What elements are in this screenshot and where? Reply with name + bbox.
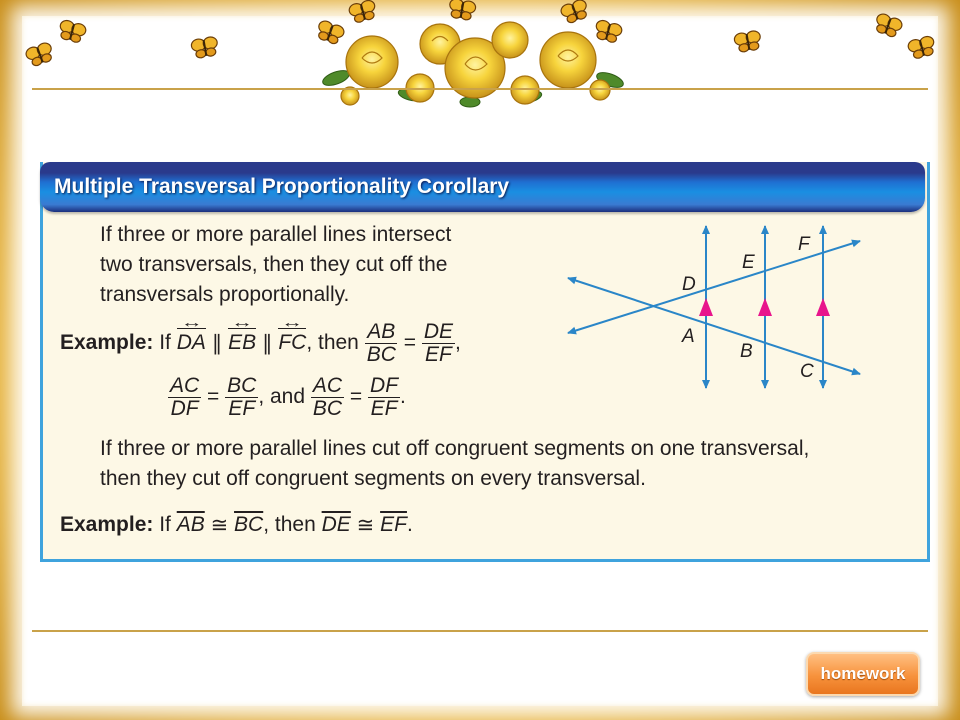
butterfly-icon <box>348 0 378 24</box>
homework-button[interactable]: homework <box>806 652 920 696</box>
fraction-df-ef <box>368 375 400 420</box>
flower-decoration <box>0 0 960 120</box>
numerator: AC <box>170 373 200 397</box>
theorem2-line-1: If three or more parallel lines cut off congruent segments on one transversal, <box>100 437 810 460</box>
and-word: , and <box>258 385 306 408</box>
numerator: DE <box>423 319 454 343</box>
slide-title: Multiple Transversal Proportionality Corollary <box>54 175 510 198</box>
segment-bc: $\overline{BC}$ <box>234 513 264 536</box>
numerator: AB <box>367 319 396 343</box>
then-word: , then <box>263 513 316 536</box>
fraction-ac-df <box>168 375 201 420</box>
denominator: DF <box>170 396 199 420</box>
theorem-line-2: two transversals, then they cut off the <box>100 253 448 276</box>
butterfly-icon <box>57 19 87 44</box>
butterfly-icon <box>733 30 762 53</box>
equals-sign: = <box>207 385 220 408</box>
then-word: , then <box>306 331 359 354</box>
point-label-b: B <box>740 341 753 362</box>
butterfly-icon <box>315 19 346 46</box>
period: . <box>406 513 413 536</box>
parallel-symbol: ∥ <box>211 331 223 355</box>
bottom-divider <box>32 630 928 632</box>
period: . <box>400 385 406 408</box>
numerator: BC <box>227 373 257 397</box>
denominator: BC <box>312 396 343 420</box>
denominator: EF <box>370 396 398 420</box>
equals-sign: = <box>403 331 416 354</box>
butterfly-icon <box>593 19 623 44</box>
butterfly-icon <box>873 12 904 39</box>
line-fc: FC ↔ <box>278 331 306 355</box>
line-da: DA ↔ <box>177 331 206 355</box>
butterfly-icon <box>448 0 477 21</box>
fraction-ac-bc <box>311 375 344 420</box>
if-word: If <box>159 513 171 536</box>
transversal-1 <box>568 241 860 333</box>
equals-sign: = <box>349 385 363 408</box>
transversal-2 <box>568 278 860 374</box>
fraction-de-ef <box>422 321 455 366</box>
butterfly-icon <box>24 41 55 68</box>
butterfly-icon <box>559 0 590 25</box>
comma: , <box>455 331 461 354</box>
line-eb: EB ↔ <box>228 331 256 355</box>
point-label-e: E <box>742 252 755 273</box>
parallel-symbol: ∥ <box>261 331 273 355</box>
example-label: Example: <box>60 513 154 536</box>
denominator: EF <box>425 342 452 366</box>
example-label: Example: <box>60 331 154 354</box>
congruent-symbol: ≅ <box>356 513 375 537</box>
fraction-bc-ef <box>225 375 258 420</box>
example-1-row-2 <box>168 372 406 422</box>
denominator: EF <box>228 396 256 420</box>
butterfly-icon <box>907 35 937 60</box>
segment-ab: $\overline{AB}$ <box>176 513 205 536</box>
point-label-d: D <box>682 274 696 295</box>
theorem-line-3: transversals proportionally. <box>100 283 350 306</box>
title-banner <box>40 162 925 212</box>
if-word: If <box>159 331 171 354</box>
segment-ef: $\overline{EF}$ <box>380 513 407 536</box>
numerator: AC <box>312 373 343 397</box>
point-label-f: F <box>798 234 810 255</box>
example-2-row <box>60 510 413 540</box>
segment-de: $\overline{DE}$ <box>321 513 351 536</box>
parallel-marker <box>758 298 772 316</box>
example-1-row-1 <box>60 318 461 368</box>
transversal-diagram <box>560 215 870 400</box>
point-label-a: A <box>682 326 695 347</box>
fraction-ab-bc <box>365 321 398 366</box>
theorem2-line-2: then they cut off congruent segments on every transversal. <box>100 467 646 490</box>
top-divider <box>32 88 928 90</box>
parallel-marker <box>699 298 713 316</box>
theorem-line-1: If three or more parallel lines intersect <box>100 223 452 246</box>
point-label-c: C <box>800 361 814 382</box>
denominator: BC <box>366 342 396 366</box>
congruent-symbol: ≅ <box>210 513 229 537</box>
parallel-marker <box>816 298 830 316</box>
numerator: DF <box>370 373 399 397</box>
butterfly-icon <box>190 36 219 59</box>
